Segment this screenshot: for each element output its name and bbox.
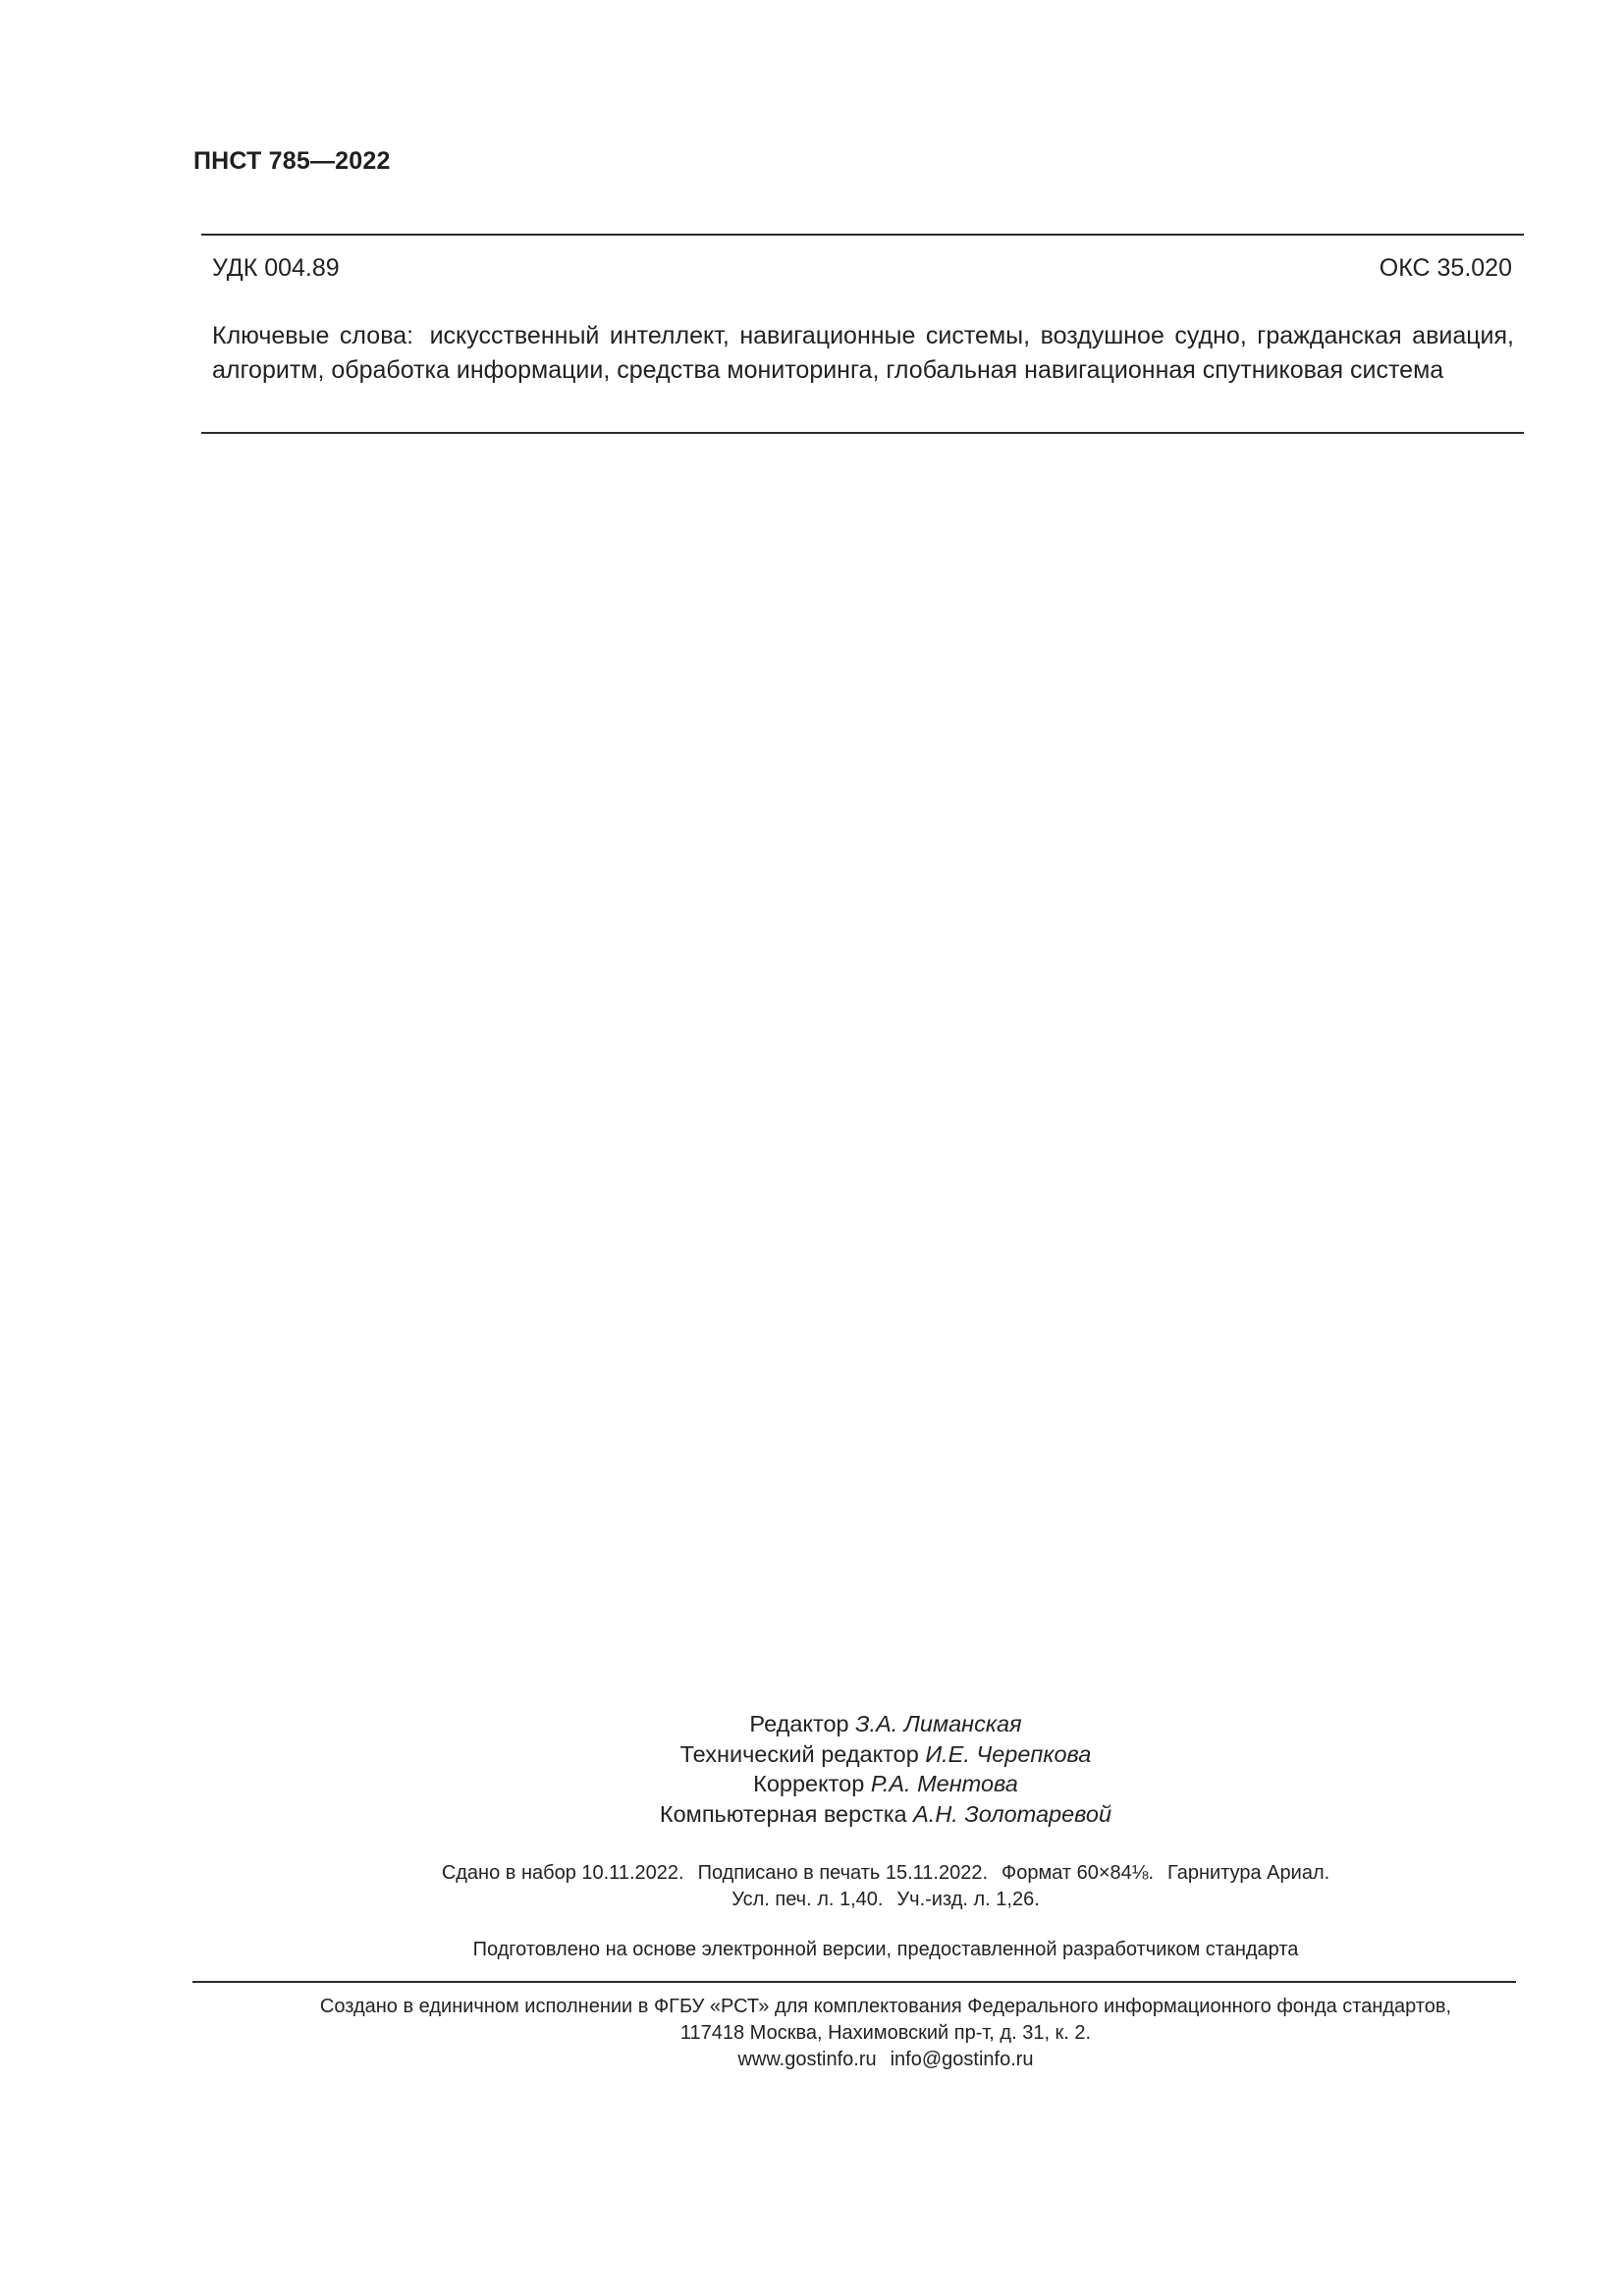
publisher-email-link[interactable]: info@gostinfo.ru bbox=[890, 2049, 1034, 2070]
credits-block bbox=[0, 1709, 1624, 1829]
publisher-website-link[interactable]: www.gostinfo.ru bbox=[737, 2049, 877, 2070]
imprint-block bbox=[0, 1860, 1624, 1913]
imprint-typeset: Сдано в набор 10.11.2022. bbox=[441, 1862, 684, 1884]
publisher-contacts bbox=[147, 2047, 1624, 2073]
publisher-address: 117418 Москва, Нахимовский пр-т, д. 31, к. 2. bbox=[679, 2022, 1092, 2044]
keywords-block bbox=[212, 319, 1514, 388]
keywords-label: Ключевые слова: bbox=[212, 322, 414, 349]
oks-code: ОКС 35.020 bbox=[1379, 254, 1512, 282]
publisher-block bbox=[0, 1994, 1624, 2073]
imprint-publ-sheets: Уч.-изд. л. 1,26. bbox=[896, 1889, 1040, 1910]
credit-name: И.Е. Черепкова bbox=[925, 1740, 1092, 1767]
imprint-line-2 bbox=[147, 1887, 1624, 1913]
imprint-signed: Подписано в печать 15.11.2022. bbox=[697, 1862, 989, 1884]
imprint-format: Формат 60×84⅛. bbox=[1001, 1862, 1155, 1884]
credit-name: Р.А. Ментова bbox=[870, 1771, 1018, 1796]
keywords-text: искусственный интеллект, навигационные системы, воздушное судно, гражданская авиация, алгоритм, обработка информации, средства мониторинга, глобальная навигационная спутниковая система bbox=[212, 322, 1514, 384]
publisher-line: Создано в единичном исполнении в ФГБУ «РСТ» для комплектования Федерального информационного фонда стандартов, bbox=[319, 1996, 1452, 2017]
credit-layout bbox=[147, 1799, 1624, 1830]
credit-role: Компьютерная верстка bbox=[659, 1800, 907, 1827]
imprint-typeface: Гарнитура Ариал. bbox=[1167, 1862, 1330, 1884]
udk-code: УДК 004.89 bbox=[212, 254, 340, 282]
credit-name: З.А. Лиманская bbox=[855, 1711, 1022, 1736]
top-divider bbox=[201, 234, 1524, 236]
credit-proofreader bbox=[147, 1769, 1624, 1799]
credit-editor bbox=[147, 1709, 1624, 1739]
prepared-note-text: Подготовлено на основе электронной версии, предоставленной разработчиком стандарта bbox=[472, 1939, 1299, 1960]
credit-role: Редактор bbox=[749, 1711, 849, 1736]
prepared-note bbox=[0, 1939, 1624, 1961]
publisher-divider bbox=[192, 1981, 1516, 1983]
imprint-print-sheets: Усл. печ. л. 1,40. bbox=[731, 1889, 884, 1910]
credit-role: Технический редактор bbox=[679, 1740, 919, 1767]
credit-tech-editor bbox=[147, 1739, 1624, 1770]
imprint-line-1 bbox=[147, 1860, 1624, 1887]
credit-name: А.Н. Золотаревой bbox=[913, 1800, 1112, 1827]
document-code: ПНСТ 785—2022 bbox=[193, 147, 391, 175]
credit-role: Корректор bbox=[753, 1771, 865, 1796]
keywords-divider bbox=[201, 432, 1524, 434]
